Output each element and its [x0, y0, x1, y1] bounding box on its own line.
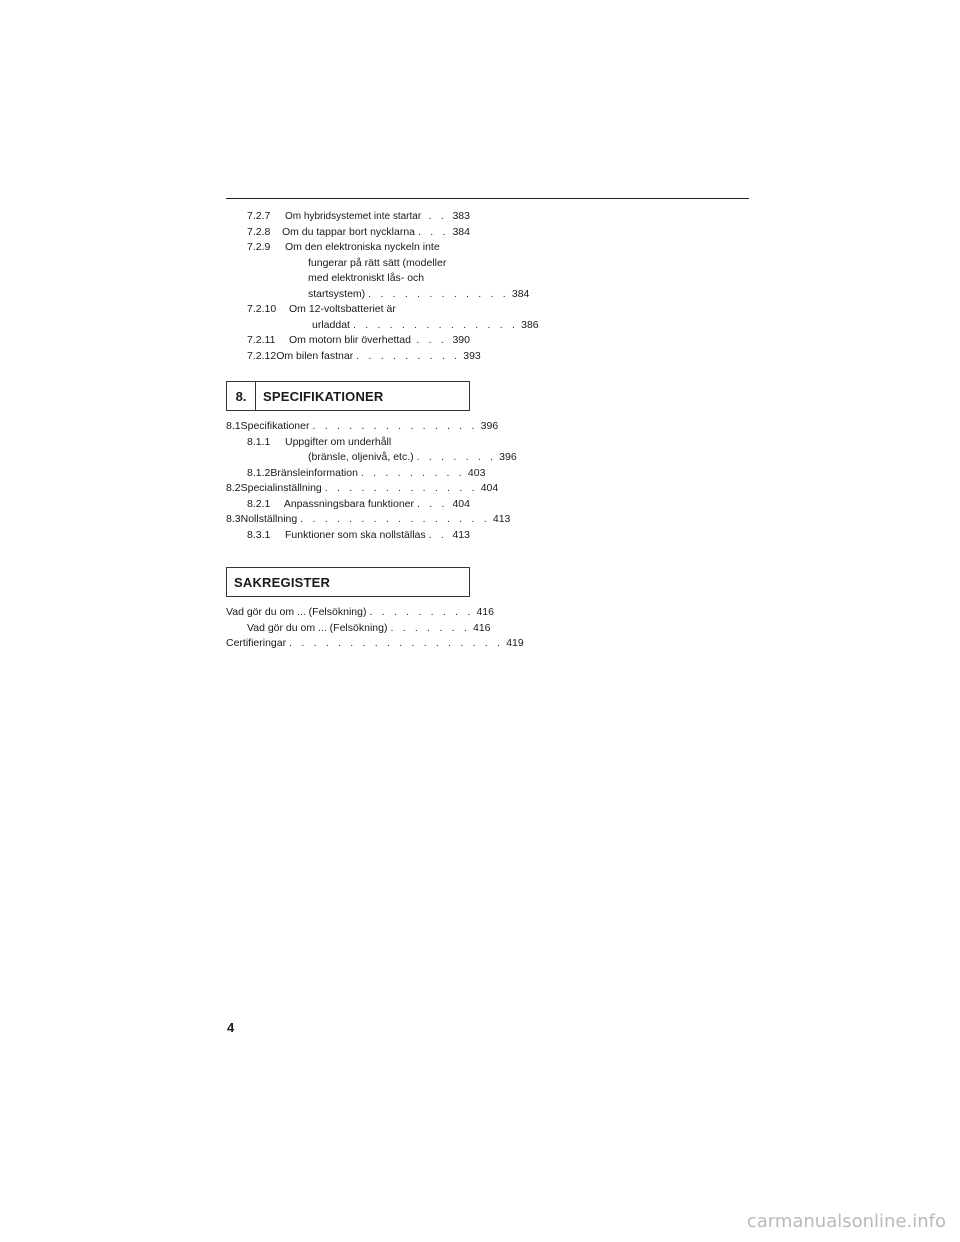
entry-number: 8.3 [226, 513, 241, 525]
section-title: SPECIFIKATIONER [263, 388, 384, 404]
section-number: 8. [227, 382, 256, 410]
toc-entry-troubleshooting-sub[interactable] [226, 621, 491, 637]
entry-title: Specialinställning [240, 482, 322, 494]
entry-title-cont: urladdat [312, 318, 350, 331]
leader-dots: . . . [417, 497, 448, 510]
entry-page: 396 [499, 451, 517, 463]
entry-page: 416 [476, 606, 494, 618]
leader-dots: . . . . . . . . . . . . . . [352, 318, 519, 331]
section-header-index [226, 567, 470, 597]
entry-title: Certifieringar [226, 637, 287, 649]
toc-entry-8-1-2[interactable] [226, 466, 486, 482]
leader-dots: . . . . . . . [390, 621, 470, 634]
toc-index [226, 605, 524, 652]
entry-number: 8.1.2 [247, 466, 271, 479]
toc-entry-7-2-8[interactable] [226, 225, 470, 241]
entry-title: Vad gör du om ... (Felsökning) [226, 606, 367, 618]
section-title: SAKREGISTER [234, 574, 331, 590]
entry-page: 404 [480, 482, 499, 494]
entry-title: Funktioner som ska nollställas [284, 528, 426, 541]
leader-dots: . . . . . . . . . . . . . . . . [300, 513, 490, 525]
toc-entry-7-2-7[interactable] [226, 209, 470, 225]
toc-entry-7-2-12[interactable] [226, 349, 481, 365]
entry-title: Bränsleinformation [270, 466, 358, 479]
toc-entry-7-2-11[interactable] [226, 333, 470, 349]
entry-page: 383 [452, 210, 470, 222]
entry-title: Om 12-voltsbatteriet är [289, 303, 396, 315]
entry-title: Om hybridsystemet inte startar [285, 211, 422, 222]
leader-dots: . . . . . . . . . . . . [368, 287, 509, 300]
entry-title: Anpassningsbara funktioner [283, 497, 415, 510]
entry-title: Om bilen fastnar [276, 349, 354, 362]
entry-page: 416 [472, 621, 491, 634]
entry-number: 8.2 [226, 482, 241, 494]
watermark: carmanualsonline.info [746, 1211, 946, 1232]
entry-number: 7.2.11 [247, 334, 276, 346]
entry-title: Om motorn blir överhettad [289, 334, 411, 346]
toc-entry-8-2-1[interactable] [226, 497, 470, 513]
entry-title: Vad gör du om ... (Felsökning) [247, 621, 388, 634]
entry-title-cont: fungerar på rätt sätt (modeller [308, 256, 447, 269]
entry-title-cont: med elektroniskt lås- och [308, 272, 425, 284]
toc-entry-8-1-1[interactable] [226, 435, 517, 466]
entry-number: 7.2.7 [247, 210, 271, 222]
entry-number: 7.2.12 [247, 349, 277, 362]
toc-entry-7-2-10[interactable] [226, 302, 539, 333]
leader-dots: . . . . . . . . . . . . . . [312, 420, 478, 432]
leader-dots: . . [428, 210, 447, 222]
toc-entry-8-1[interactable] [226, 419, 499, 435]
toc-entry-7-2-9[interactable] [226, 240, 530, 302]
entry-page: 386 [521, 318, 539, 331]
entry-number: 7.2.9 [247, 241, 271, 253]
toc-section-8 [226, 419, 517, 543]
leader-dots: . . [428, 528, 447, 541]
entry-page: 384 [511, 287, 530, 300]
leader-dots: . . . . . . . . . [356, 349, 461, 362]
entry-page: 390 [452, 334, 470, 346]
entry-number: 7.2.10 [247, 303, 277, 315]
page-number: 4 [227, 1020, 235, 1035]
entry-title: Nollställning [240, 513, 298, 525]
toc-entry-8-3[interactable] [226, 512, 511, 528]
entry-title: Om du tappar bort nycklarna [281, 225, 416, 238]
toc-entry-certifications[interactable] [226, 636, 524, 652]
entry-page: 404 [452, 497, 470, 510]
section-header-8 [226, 381, 470, 411]
entry-number: 8.2.1 [247, 497, 271, 510]
entry-page: 384 [452, 225, 470, 238]
leader-dots: . . . . . . . . . . . . . [324, 482, 478, 494]
leader-dots: . . . . . . . . . [369, 606, 474, 618]
entry-number: 8.3.1 [247, 528, 271, 541]
leader-dots: . . . [416, 334, 447, 346]
leader-dots: . . . . . . . . . . . . . . . . . . [289, 637, 504, 649]
entry-page: 396 [480, 420, 499, 432]
entry-title: Specifikationer [240, 420, 310, 432]
entry-page: 393 [463, 349, 481, 362]
entry-title: Om den elektroniska nyckeln inte [285, 241, 440, 253]
entry-number: 8.1.1 [247, 435, 271, 448]
toc-entry-8-2[interactable] [226, 481, 499, 497]
entry-title-cont: startsystem) [308, 287, 366, 300]
entry-page: 403 [467, 466, 486, 479]
entry-number: 8.1 [226, 420, 241, 432]
entry-title-cont: (bränsle, oljenivå, etc.) [308, 451, 414, 463]
entry-page: 419 [506, 637, 524, 649]
toc-continued-7-2 [226, 209, 539, 364]
entry-page: 413 [492, 513, 511, 525]
leader-dots: . . . [418, 225, 449, 238]
leader-dots: . . . . . . . . . [360, 466, 465, 479]
entry-number: 7.2.8 [247, 225, 271, 238]
toc-entry-troubleshooting[interactable] [226, 605, 494, 621]
leader-dots: . . . . . . . [416, 451, 497, 463]
entry-page: 413 [452, 528, 470, 541]
entry-title: Uppgifter om underhåll [285, 435, 392, 448]
top-rule [226, 198, 749, 199]
toc-entry-8-3-1[interactable] [226, 528, 470, 544]
